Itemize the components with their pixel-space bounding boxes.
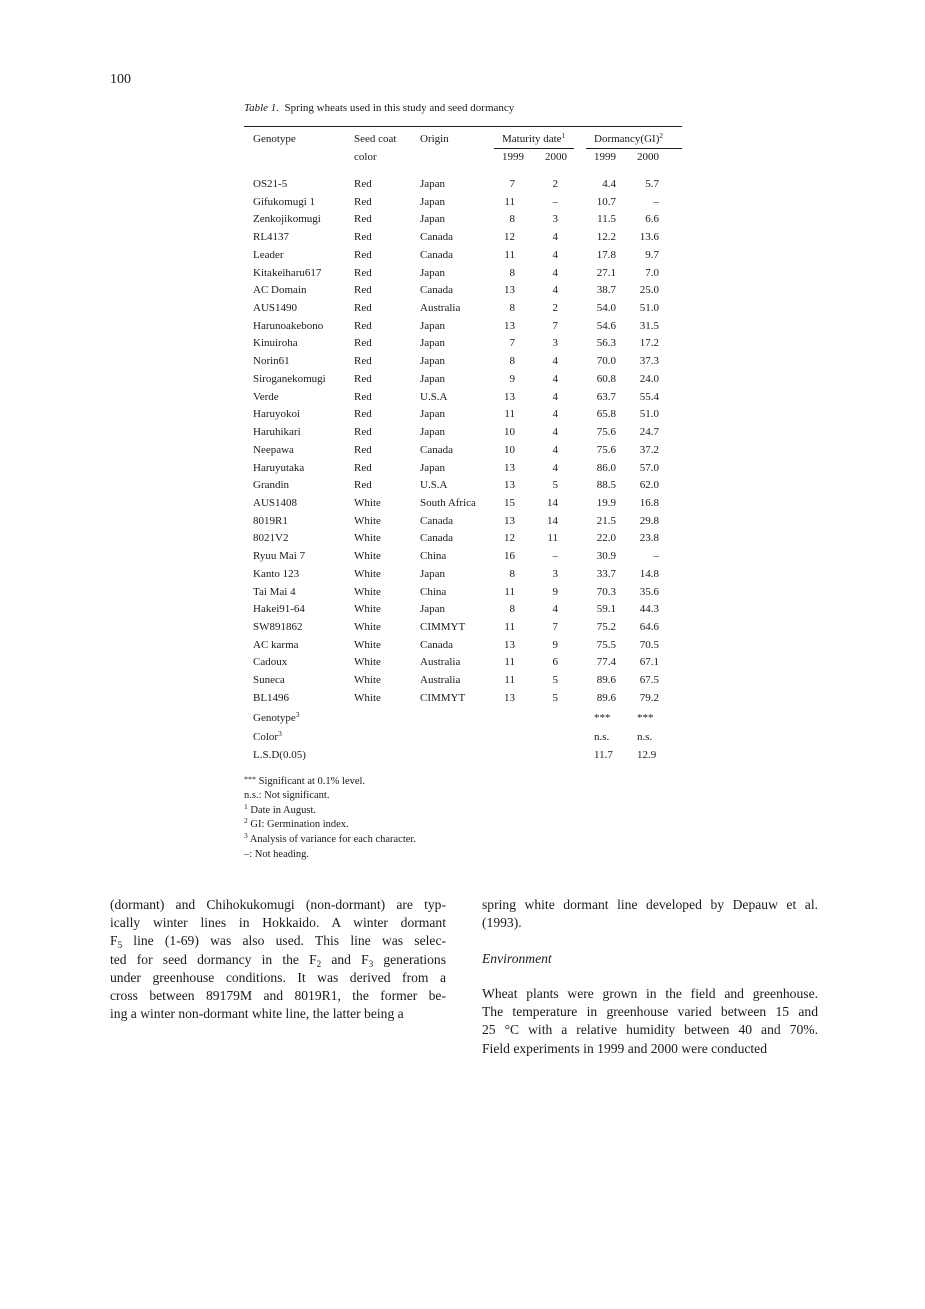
page-number: 100 bbox=[110, 72, 131, 87]
cell-seed-coat: Red bbox=[354, 213, 372, 226]
cell-genotype: Leader bbox=[253, 248, 284, 261]
cell-maturity-1999: 13 bbox=[504, 514, 515, 527]
cell-dormancy-2000: 37.2 bbox=[639, 443, 659, 456]
cell-seed-coat: Red bbox=[354, 372, 372, 385]
cell-maturity-1999: 10 bbox=[504, 426, 515, 439]
cell-origin: Canada bbox=[420, 514, 453, 527]
cell-maturity-1999: 13 bbox=[504, 390, 515, 403]
cell-genotype: Neepawa bbox=[253, 443, 294, 456]
cell-dormancy-1999: 38.7 bbox=[596, 284, 616, 297]
cell-genotype: Grandin bbox=[253, 479, 290, 492]
header-dormancy-1999: 1999 bbox=[594, 151, 616, 163]
maturity-rule bbox=[494, 148, 574, 149]
cell-genotype: AUS1408 bbox=[253, 496, 298, 509]
footnote-text: Analysis of variance for each character. bbox=[247, 834, 416, 846]
cell-seed-coat: Red bbox=[354, 248, 372, 261]
cell-dormancy-2000: 9.7 bbox=[645, 248, 659, 261]
cell-genotype: AC karma bbox=[253, 638, 299, 651]
cell-origin: China bbox=[420, 585, 447, 598]
cell-maturity-2000: – bbox=[552, 195, 558, 208]
cell-seed-coat: Red bbox=[354, 178, 372, 190]
cell-maturity-1999: 10 bbox=[504, 443, 515, 456]
cell-maturity-1999: 11 bbox=[504, 248, 515, 261]
cell-dormancy-1999: 60.8 bbox=[596, 372, 616, 385]
cell-dormancy-1999: 89.6 bbox=[596, 691, 616, 704]
stats-value-2000: n.s. bbox=[637, 731, 653, 743]
text-segment: under greenhouse conditions. It was derived from a bbox=[110, 969, 446, 985]
footnote-mark: *** bbox=[244, 775, 256, 784]
cell-maturity-2000: 9 bbox=[552, 638, 558, 651]
stats-value-2000: *** bbox=[637, 712, 654, 724]
stats-label-text: Color bbox=[253, 731, 279, 743]
cell-dormancy-1999: 75.5 bbox=[596, 638, 616, 651]
cell-maturity-2000: 4 bbox=[552, 248, 558, 261]
footnote-text: Significant at 0.1% level. bbox=[256, 776, 366, 787]
cell-origin: Japan bbox=[420, 603, 446, 616]
cell-genotype: Suneca bbox=[253, 674, 285, 687]
stats-label bbox=[253, 749, 306, 762]
cell-maturity-2000: 4 bbox=[552, 266, 558, 279]
cell-seed-coat: White bbox=[354, 674, 381, 687]
cell-dormancy-2000: 31.5 bbox=[639, 319, 659, 332]
cell-seed-coat: White bbox=[354, 691, 381, 704]
stats-label-text: L.S.D(0.05) bbox=[253, 749, 306, 761]
cell-maturity-2000: 4 bbox=[552, 231, 558, 244]
cell-dormancy-1999: 33.7 bbox=[596, 567, 616, 580]
cell-dormancy-1999: 54.0 bbox=[596, 302, 616, 315]
cell-origin: Japan bbox=[420, 372, 446, 385]
cell-dormancy-1999: 10.7 bbox=[596, 195, 616, 208]
cell-maturity-1999: 13 bbox=[504, 461, 515, 474]
cell-origin: Japan bbox=[420, 426, 446, 439]
text-segment: (dormant) and Chihokukomugi (non-dormant) are typ- bbox=[110, 897, 446, 912]
cell-origin: Japan bbox=[420, 408, 446, 421]
cell-origin: China bbox=[420, 550, 447, 563]
cell-genotype: Kinuiroha bbox=[253, 337, 298, 350]
cell-origin: Japan bbox=[420, 178, 446, 190]
cell-maturity-2000: 4 bbox=[552, 603, 558, 616]
cell-dormancy-2000: 23.8 bbox=[639, 532, 659, 545]
footnote bbox=[244, 816, 349, 831]
cell-genotype: Cadoux bbox=[253, 656, 288, 669]
cell-dormancy-1999: 17.8 bbox=[596, 248, 616, 261]
text-segment: Field experiments in 1999 and 2000 were conducted bbox=[482, 1040, 768, 1056]
stats-value-1999: n.s. bbox=[594, 731, 610, 743]
cell-dormancy-2000: 16.8 bbox=[639, 496, 659, 509]
cell-dormancy-2000: 44.3 bbox=[639, 603, 659, 616]
footnote-text: Date in August. bbox=[247, 804, 316, 816]
cell-maturity-1999: 12 bbox=[504, 231, 515, 244]
footnote-mark: 1 bbox=[244, 801, 248, 811]
cell-origin: Canada bbox=[420, 231, 453, 244]
cell-maturity-1999: 8 bbox=[509, 603, 515, 616]
cell-origin: Australia bbox=[420, 302, 461, 315]
cell-maturity-2000: 7 bbox=[552, 621, 558, 633]
cell-maturity-2000: 4 bbox=[552, 461, 558, 474]
cell-seed-coat: Red bbox=[354, 426, 372, 439]
cell-dormancy-2000: 13.6 bbox=[639, 231, 659, 244]
cell-dormancy-2000: 67.5 bbox=[639, 674, 659, 687]
footnote bbox=[244, 790, 329, 801]
subscript: 3 bbox=[368, 958, 374, 969]
cell-maturity-1999: 11 bbox=[504, 408, 515, 421]
cell-origin: Japan bbox=[420, 337, 446, 350]
text-segment: line (1-69) was also used. This line was selec- bbox=[122, 933, 446, 949]
cell-maturity-1999: 11 bbox=[504, 195, 515, 208]
cell-maturity-1999: 7 bbox=[509, 337, 515, 350]
cell-genotype: RL4137 bbox=[253, 231, 290, 244]
cell-origin: Japan bbox=[420, 266, 446, 279]
right-column-line bbox=[482, 1040, 818, 1057]
left-column-line bbox=[110, 932, 446, 949]
header-dormancy-text: Dormancy(GI) bbox=[594, 133, 660, 145]
cell-genotype: 8021V2 bbox=[253, 532, 289, 545]
cell-maturity-2000: 5 bbox=[552, 479, 558, 492]
cell-seed-coat: Red bbox=[354, 195, 372, 208]
cell-maturity-2000: 4 bbox=[552, 284, 558, 297]
cell-dormancy-1999: 75.6 bbox=[596, 443, 616, 456]
cell-dormancy-2000: 79.2 bbox=[639, 691, 659, 704]
text-segment: ing a winter non-dormant white line, the latter being a bbox=[110, 1006, 404, 1022]
cell-dormancy-2000: 70.5 bbox=[639, 638, 659, 651]
cell-maturity-1999: 13 bbox=[504, 691, 515, 704]
cell-maturity-1999: 11 bbox=[504, 585, 515, 598]
cell-maturity-2000: 2 bbox=[552, 178, 558, 190]
header-seed-coat-color: color bbox=[354, 151, 377, 163]
header-maturity-text: Maturity date bbox=[502, 133, 562, 145]
right-column-line bbox=[482, 985, 818, 1002]
cell-dormancy-2000: 55.4 bbox=[639, 390, 659, 403]
cell-maturity-2000: 3 bbox=[552, 213, 558, 226]
header-dormancy-sup: 2 bbox=[659, 131, 664, 140]
cell-dormancy-2000: 51.0 bbox=[639, 302, 659, 315]
cell-maturity-1999: 8 bbox=[509, 567, 515, 580]
cell-seed-coat: Red bbox=[354, 337, 372, 350]
cell-maturity-1999: 8 bbox=[509, 355, 515, 368]
cell-seed-coat: White bbox=[354, 532, 381, 545]
cell-maturity-1999: 11 bbox=[504, 674, 515, 687]
text-segment: ically winter lines in Hokkaido. A winter dormant bbox=[110, 915, 446, 931]
cell-seed-coat: White bbox=[354, 638, 381, 651]
cell-dormancy-2000: 24.0 bbox=[639, 372, 659, 385]
cell-maturity-1999: 9 bbox=[509, 372, 515, 385]
cell-seed-coat: Red bbox=[354, 461, 372, 474]
header-genotype: Genotype bbox=[253, 133, 296, 145]
cell-genotype: Siroganekomugi bbox=[253, 372, 326, 385]
cell-maturity-2000: 11 bbox=[547, 532, 558, 545]
cell-origin: Japan bbox=[420, 319, 446, 332]
cell-seed-coat: White bbox=[354, 514, 381, 527]
cell-seed-coat: White bbox=[354, 567, 381, 580]
stats-label bbox=[253, 731, 282, 744]
table-top-rule bbox=[244, 126, 682, 127]
cell-origin: Canada bbox=[420, 532, 453, 545]
table-caption bbox=[244, 102, 514, 114]
stats-value-2000: 12.9 bbox=[637, 749, 657, 761]
cell-maturity-1999: 13 bbox=[504, 284, 515, 297]
cell-dormancy-2000: 17.2 bbox=[639, 337, 659, 350]
footnote bbox=[244, 849, 309, 860]
stats-label bbox=[253, 712, 300, 725]
cell-maturity-1999: 11 bbox=[504, 656, 515, 669]
cell-origin: Japan bbox=[420, 195, 446, 208]
cell-origin: CIMMYT bbox=[420, 621, 466, 633]
cell-dormancy-1999: 19.9 bbox=[596, 496, 616, 509]
section-heading-environment: Environment bbox=[482, 951, 552, 966]
cell-maturity-2000: 4 bbox=[552, 408, 558, 421]
footnote-text: n.s.: Not significant. bbox=[244, 789, 330, 801]
cell-genotype: AUS1490 bbox=[253, 302, 298, 315]
cell-maturity-1999: 11 bbox=[504, 621, 515, 633]
cell-maturity-2000: 14 bbox=[547, 496, 558, 509]
left-column-line bbox=[110, 951, 446, 968]
cell-genotype: Haruyutaka bbox=[253, 461, 305, 474]
cell-maturity-2000: 14 bbox=[547, 514, 558, 527]
subscript: 2 bbox=[316, 958, 322, 969]
cell-genotype: AC Domain bbox=[253, 284, 307, 297]
cell-genotype: SW891862 bbox=[253, 621, 303, 633]
cell-origin: Canada bbox=[420, 638, 453, 651]
cell-dormancy-2000: 24.7 bbox=[639, 426, 659, 439]
cell-origin: Australia bbox=[420, 656, 461, 669]
table-caption-label: Table 1. bbox=[244, 102, 280, 114]
cell-dormancy-2000: 57.0 bbox=[639, 461, 659, 474]
left-column-line bbox=[110, 969, 446, 986]
cell-dormancy-1999: 63.7 bbox=[596, 390, 616, 403]
cell-dormancy-1999: 11.5 bbox=[597, 213, 616, 226]
cell-seed-coat: White bbox=[354, 496, 381, 509]
cell-dormancy-1999: 56.3 bbox=[596, 337, 616, 350]
text-segment: cross between 89179M and 8019R1, the former be- bbox=[110, 988, 446, 1003]
cell-seed-coat: Red bbox=[354, 355, 372, 368]
footnote-text: GI: Germination index. bbox=[247, 819, 349, 831]
cell-dormancy-2000: 67.1 bbox=[639, 656, 659, 669]
cell-dormancy-1999: 89.6 bbox=[596, 674, 616, 687]
cell-maturity-1999: 13 bbox=[504, 638, 515, 651]
left-column-line bbox=[110, 896, 446, 913]
cell-dormancy-2000: – bbox=[653, 195, 659, 208]
footnote-mark: 3 bbox=[244, 831, 248, 841]
cell-genotype: Haruhikari bbox=[253, 426, 301, 439]
cell-maturity-2000: – bbox=[552, 550, 558, 563]
cell-maturity-2000: 4 bbox=[552, 426, 558, 439]
cell-dormancy-1999: 88.5 bbox=[596, 479, 616, 492]
cell-maturity-2000: 6 bbox=[552, 656, 558, 669]
cell-genotype: Norin61 bbox=[253, 355, 290, 368]
cell-genotype: BL1496 bbox=[253, 691, 290, 704]
cell-dormancy-1999: 70.3 bbox=[596, 585, 616, 598]
cell-dormancy-2000: 62.0 bbox=[639, 479, 659, 492]
cell-genotype: Ryuu Mai 7 bbox=[253, 550, 306, 563]
cell-dormancy-1999: 27.1 bbox=[596, 266, 616, 279]
header-maturity-1999: 1999 bbox=[502, 151, 524, 163]
cell-seed-coat: Red bbox=[354, 266, 372, 279]
cell-dormancy-1999: 70.0 bbox=[596, 355, 616, 368]
cell-maturity-2000: 3 bbox=[552, 337, 558, 350]
cell-dormancy-1999: 54.6 bbox=[596, 319, 616, 332]
cell-seed-coat: Red bbox=[354, 408, 372, 421]
header-maturity-sup: 1 bbox=[561, 131, 566, 140]
stats-label-text: Genotype bbox=[253, 712, 296, 724]
cell-maturity-1999: 8 bbox=[509, 213, 515, 226]
cell-origin: Australia bbox=[420, 674, 461, 687]
text-segment: and F bbox=[321, 951, 369, 967]
cell-genotype: Zenkojikomugi bbox=[253, 213, 321, 226]
cell-genotype: Kanto 123 bbox=[253, 567, 300, 580]
cell-seed-coat: Red bbox=[354, 443, 372, 456]
cell-seed-coat: White bbox=[354, 603, 381, 616]
cell-origin: Japan bbox=[420, 461, 446, 474]
text-segment: 25 °C with a relative humidity between 40 and 70%. bbox=[482, 1022, 818, 1038]
cell-seed-coat: Red bbox=[354, 231, 372, 244]
cell-seed-coat: Red bbox=[354, 284, 372, 297]
cell-genotype: Haruyokoi bbox=[253, 408, 301, 421]
cell-maturity-1999: 7 bbox=[509, 178, 515, 190]
dormancy-rule bbox=[586, 148, 682, 149]
cell-seed-coat: White bbox=[354, 550, 381, 563]
subscript: 5 bbox=[117, 940, 123, 951]
cell-seed-coat: White bbox=[354, 621, 381, 633]
cell-origin: Canada bbox=[420, 248, 453, 261]
cell-origin: CIMMYT bbox=[420, 691, 466, 704]
header-maturity bbox=[502, 133, 565, 146]
text-segment: The temperature in greenhouse varied between 15 and bbox=[482, 1004, 818, 1020]
cell-maturity-2000: 4 bbox=[552, 355, 558, 368]
right-column-line bbox=[482, 1003, 818, 1020]
cell-genotype: Harunoakebono bbox=[253, 319, 324, 332]
header-maturity-2000: 2000 bbox=[545, 151, 567, 163]
cell-dormancy-2000: 25.0 bbox=[639, 284, 659, 297]
cell-dormancy-1999: 22.0 bbox=[596, 532, 616, 545]
cell-origin: Japan bbox=[420, 213, 446, 226]
cell-dormancy-2000: 5.7 bbox=[645, 178, 659, 190]
stats-label-sup: 3 bbox=[295, 710, 300, 719]
footnote-mark: 2 bbox=[244, 816, 248, 826]
cell-dormancy-2000: 37.3 bbox=[639, 355, 659, 368]
cell-maturity-1999: 15 bbox=[504, 496, 515, 509]
stats-value-1999: 11.7 bbox=[594, 749, 613, 761]
cell-maturity-2000: 4 bbox=[552, 443, 558, 456]
cell-dormancy-1999: 30.9 bbox=[596, 550, 616, 563]
cell-dormancy-1999: 12.2 bbox=[596, 231, 616, 244]
table-caption-text: Spring wheats used in this study and seed dormancy bbox=[284, 102, 515, 114]
text-segment: ted for seed dormancy in the F bbox=[110, 951, 317, 967]
footnote bbox=[244, 801, 316, 816]
cell-dormancy-1999: 86.0 bbox=[596, 461, 616, 474]
cell-dormancy-1999: 4.4 bbox=[602, 178, 616, 190]
cell-maturity-2000: 4 bbox=[552, 372, 558, 385]
cell-dormancy-2000: 51.0 bbox=[639, 408, 659, 421]
cell-maturity-1999: 8 bbox=[509, 302, 515, 315]
cell-origin: Japan bbox=[420, 355, 446, 368]
cell-seed-coat: White bbox=[354, 656, 381, 669]
cell-origin: South Africa bbox=[420, 496, 476, 509]
cell-origin: U.S.A bbox=[420, 390, 448, 403]
cell-maturity-1999: 13 bbox=[504, 319, 515, 332]
stats-label-sup: 3 bbox=[278, 729, 282, 738]
cell-dormancy-2000: – bbox=[653, 550, 659, 563]
cell-dormancy-2000: 14.8 bbox=[639, 567, 659, 580]
header-seed-coat: Seed coat bbox=[354, 133, 397, 145]
cell-genotype: Gifukomugi 1 bbox=[253, 195, 316, 208]
right-column-line bbox=[482, 896, 818, 913]
cell-genotype: Tai Mai 4 bbox=[253, 585, 296, 598]
cell-dormancy-1999: 75.2 bbox=[596, 621, 616, 633]
cell-maturity-1999: 13 bbox=[504, 479, 515, 492]
cell-dormancy-2000: 35.6 bbox=[639, 585, 659, 598]
text-segment: (1993). bbox=[482, 915, 522, 931]
cell-origin: U.S.A bbox=[420, 479, 448, 492]
right-column-line bbox=[482, 914, 818, 931]
cell-maturity-1999: 16 bbox=[504, 550, 515, 563]
cell-maturity-1999: 8 bbox=[509, 266, 515, 279]
cell-maturity-2000: 5 bbox=[552, 691, 558, 704]
cell-seed-coat: Red bbox=[354, 319, 372, 332]
cell-maturity-2000: 3 bbox=[552, 567, 558, 580]
cell-seed-coat: Red bbox=[354, 302, 372, 315]
cell-maturity-2000: 9 bbox=[552, 585, 558, 598]
cell-maturity-2000: 7 bbox=[552, 319, 558, 332]
cell-genotype: OS21-5 bbox=[253, 178, 288, 190]
cell-dormancy-1999: 21.5 bbox=[596, 514, 616, 527]
left-column-line bbox=[110, 987, 446, 1004]
header-dormancy-2000: 2000 bbox=[637, 151, 659, 163]
footnote bbox=[244, 831, 416, 846]
header-origin: Origin bbox=[420, 133, 449, 145]
cell-seed-coat: White bbox=[354, 585, 381, 598]
text-segment: Wheat plants were grown in the field and greenhouse. bbox=[482, 986, 818, 1001]
footnote bbox=[244, 775, 365, 787]
cell-dormancy-2000: 64.6 bbox=[639, 621, 659, 633]
cell-genotype: Verde bbox=[253, 390, 279, 403]
cell-maturity-2000: 5 bbox=[552, 674, 558, 687]
left-column-line bbox=[110, 914, 446, 931]
cell-maturity-1999: 12 bbox=[504, 532, 515, 545]
cell-dormancy-1999: 77.4 bbox=[596, 656, 616, 669]
cell-dormancy-1999: 59.1 bbox=[596, 603, 616, 616]
cell-dormancy-2000: 29.8 bbox=[639, 514, 659, 527]
cell-genotype: Kitakeiharu617 bbox=[253, 266, 322, 279]
cell-dormancy-1999: 75.6 bbox=[596, 426, 616, 439]
cell-dormancy-2000: 6.6 bbox=[645, 213, 659, 226]
header-dormancy bbox=[594, 133, 663, 146]
cell-dormancy-1999: 65.8 bbox=[596, 408, 616, 421]
cell-dormancy-2000: 7.0 bbox=[645, 266, 659, 279]
cell-genotype: 8019R1 bbox=[253, 514, 288, 527]
cell-origin: Canada bbox=[420, 443, 453, 456]
left-column-line bbox=[110, 1005, 446, 1022]
text-segment: spring white dormant line developed by Depauw et al. bbox=[482, 897, 818, 912]
footnote-text: –: Not heading. bbox=[244, 849, 310, 860]
text-segment: F bbox=[110, 933, 118, 949]
cell-maturity-2000: 4 bbox=[552, 390, 558, 403]
right-column-line bbox=[482, 1021, 818, 1038]
text-segment: generations bbox=[373, 951, 447, 967]
cell-maturity-2000: 2 bbox=[552, 302, 558, 315]
cell-origin: Japan bbox=[420, 567, 446, 580]
cell-seed-coat: Red bbox=[354, 390, 372, 403]
cell-origin: Canada bbox=[420, 284, 453, 297]
cell-seed-coat: Red bbox=[354, 479, 372, 492]
stats-value-1999: *** bbox=[594, 712, 611, 724]
cell-genotype: Hakei91-64 bbox=[253, 603, 305, 616]
